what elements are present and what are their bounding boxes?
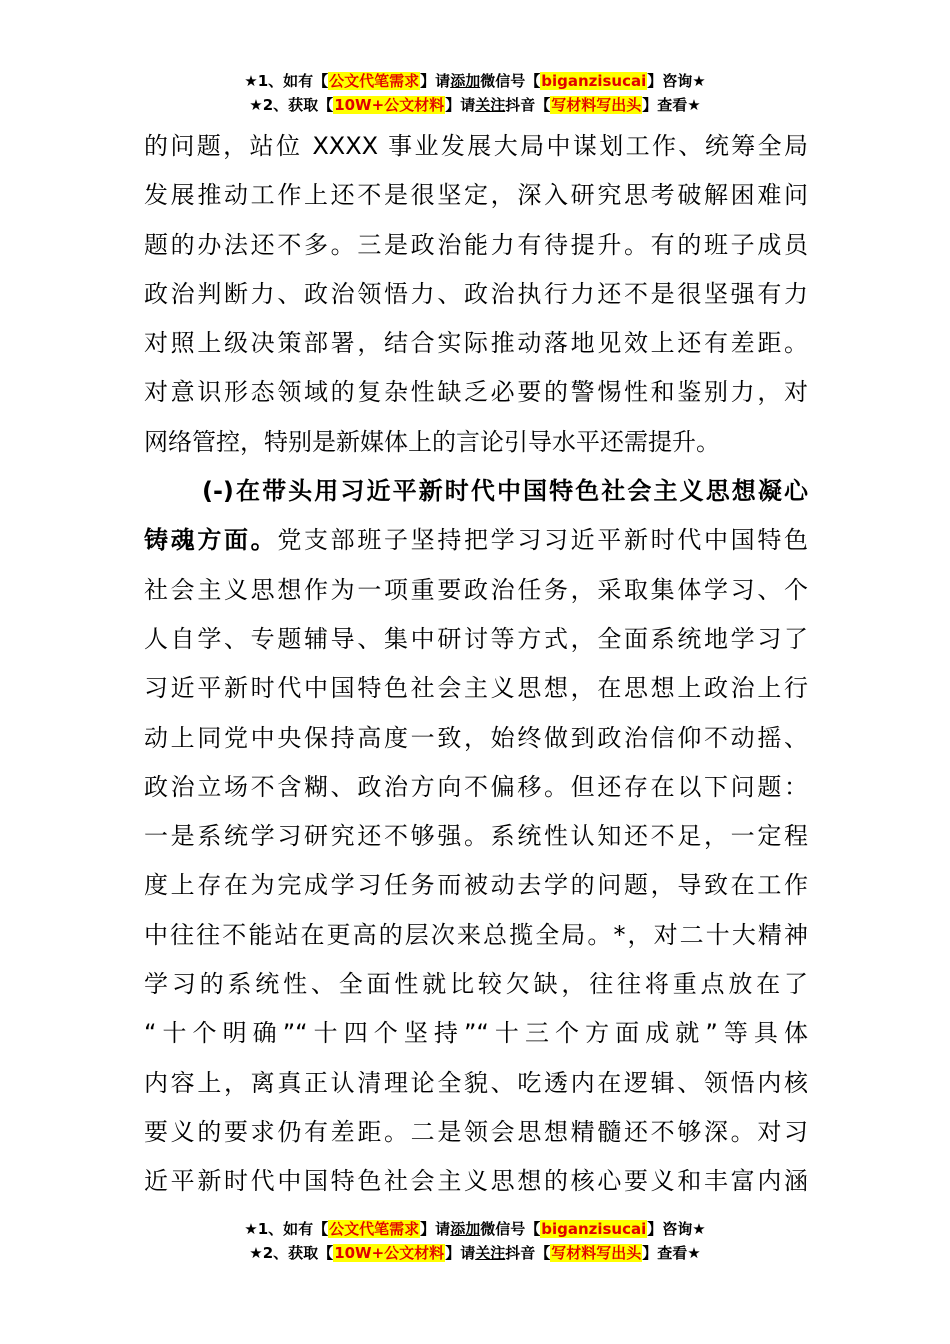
- body-line-15: 一是系统学习研究还不够强。系统性认知还不足，一定程: [144, 822, 808, 851]
- body-line-6: 对意识形态领域的复杂性缺乏必要的警惕性和鉴别力，对: [144, 378, 808, 407]
- body-line-21: 要义的要求仍有差距。二是领会思想精髓还不够深。对习: [144, 1117, 808, 1146]
- banner2-suffix: 】查看★: [642, 96, 701, 114]
- footer-banner-line-1: [0, 1218, 950, 1242]
- body-line-22: 近平新时代中国特色社会主义思想的核心要义和丰富内涵: [144, 1167, 808, 1196]
- body-line-5: 对照上级决策部署，结合实际推动落地见效上还有差距。: [144, 329, 808, 358]
- body-line-10: 社会主义思想作为一项重要政治任务，采取集体学习、个: [144, 575, 808, 604]
- banner2-underline-follow: 关注: [475, 96, 506, 114]
- body-line-19: “十个明确”“十四个坚持”“十三个方面成就”等具体: [144, 1019, 808, 1048]
- banner1-mid2: 微信号【: [480, 72, 541, 90]
- footer2-highlight-douyin: 写材料写出头: [551, 1244, 642, 1262]
- banner2-mid2: 抖音【: [505, 96, 551, 114]
- banner2-prefix: ★2、获取【: [249, 96, 334, 114]
- body-line-7: 网络管控，特别是新媒体上的言论引导水平还需提升。: [144, 427, 720, 456]
- body-line-12: 习近平新时代中国特色社会主义思想，在思想上政治上行: [144, 674, 808, 703]
- footer1-prefix: ★1、如有【: [244, 1220, 329, 1238]
- body-line-18: 学习的系统性、全面性就比较欠缺，往往将重点放在了: [144, 970, 808, 999]
- body-line-1: 的问题，站位 XXXX 事业发展大局中谋划工作、统筹全局: [144, 132, 808, 160]
- footer-banner: [0, 1218, 950, 1266]
- body-line-9: [144, 516, 808, 565]
- banner2-mid1: 】请: [445, 96, 476, 114]
- banner1-mid1: 】请: [420, 72, 451, 90]
- banner1-suffix: 】咨询★: [647, 72, 706, 90]
- body-line-20: 内容上，离真正认清理论全貌、吃透内在逻辑、领悟内核: [144, 1068, 808, 1097]
- body-line-13: 动上同党中央保持高度一致，始终做到政治信仰不动摇、: [144, 723, 808, 752]
- footer2-suffix: 】查看★: [642, 1244, 701, 1262]
- footer1-mid2: 微信号【: [480, 1220, 541, 1238]
- footer2-prefix: ★2、获取【: [249, 1244, 334, 1262]
- banner-line-1: [0, 70, 950, 94]
- header-banner: [0, 70, 950, 118]
- body-line-11: 人自学、专题辅导、集中研讨等方式，全面系统地学习了: [144, 624, 808, 653]
- body-line-2: 发展推动工作上还不是很坚定，深入研究思考破解困难问: [144, 181, 808, 210]
- footer1-highlight-service: 公文代笔需求: [329, 1220, 420, 1238]
- footer-banner-line-2: [0, 1242, 950, 1266]
- banner2-highlight-douyin: 写材料写出头: [551, 96, 642, 114]
- footer1-suffix: 】咨询★: [647, 1220, 706, 1238]
- body-line-9-rest: 党支部班子坚持把学习习近平新时代中国特色: [277, 526, 808, 555]
- banner1-prefix: ★1、如有【: [244, 72, 329, 90]
- body-line-17: 中往往不能站在更高的层次来总揽全局。*，对二十大精神: [144, 920, 808, 949]
- banner1-underline-add: 添加: [450, 72, 481, 90]
- footer2-highlight-materials: 10W+公文材料: [334, 1244, 445, 1262]
- footer2-mid2: 抖音【: [505, 1244, 551, 1262]
- document-body: [144, 122, 808, 1207]
- banner-line-2: [0, 94, 950, 118]
- section-heading-line-2: 铸魂方面。: [144, 526, 278, 555]
- footer1-mid1: 】请: [420, 1220, 451, 1238]
- body-line-4: 政治判断力、政治领悟力、政治执行力还不是很坚强有力: [144, 279, 808, 308]
- banner1-highlight-service: 公文代笔需求: [329, 72, 420, 90]
- body-line-16: 度上存在为完成学习任务而被动去学的问题，导致在工作: [144, 871, 808, 900]
- footer1-underline-add: 添加: [450, 1220, 481, 1238]
- body-line-3: 题的办法还不多。三是政治能力有待提升。有的班子成员: [144, 230, 808, 259]
- section-heading-line-1: (-)在带头用习近平新时代中国特色社会主义思想凝心: [202, 477, 808, 506]
- banner1-highlight-wechat: biganzisucai: [541, 72, 647, 90]
- body-line-14: 政治立场不含糊、政治方向不偏移。但还存在以下问题：: [144, 772, 808, 801]
- footer2-mid1: 】请: [445, 1244, 476, 1262]
- footer1-highlight-wechat: biganzisucai: [541, 1220, 647, 1238]
- banner2-highlight-materials: 10W+公文材料: [334, 96, 445, 114]
- footer2-underline-follow: 关注: [475, 1244, 506, 1262]
